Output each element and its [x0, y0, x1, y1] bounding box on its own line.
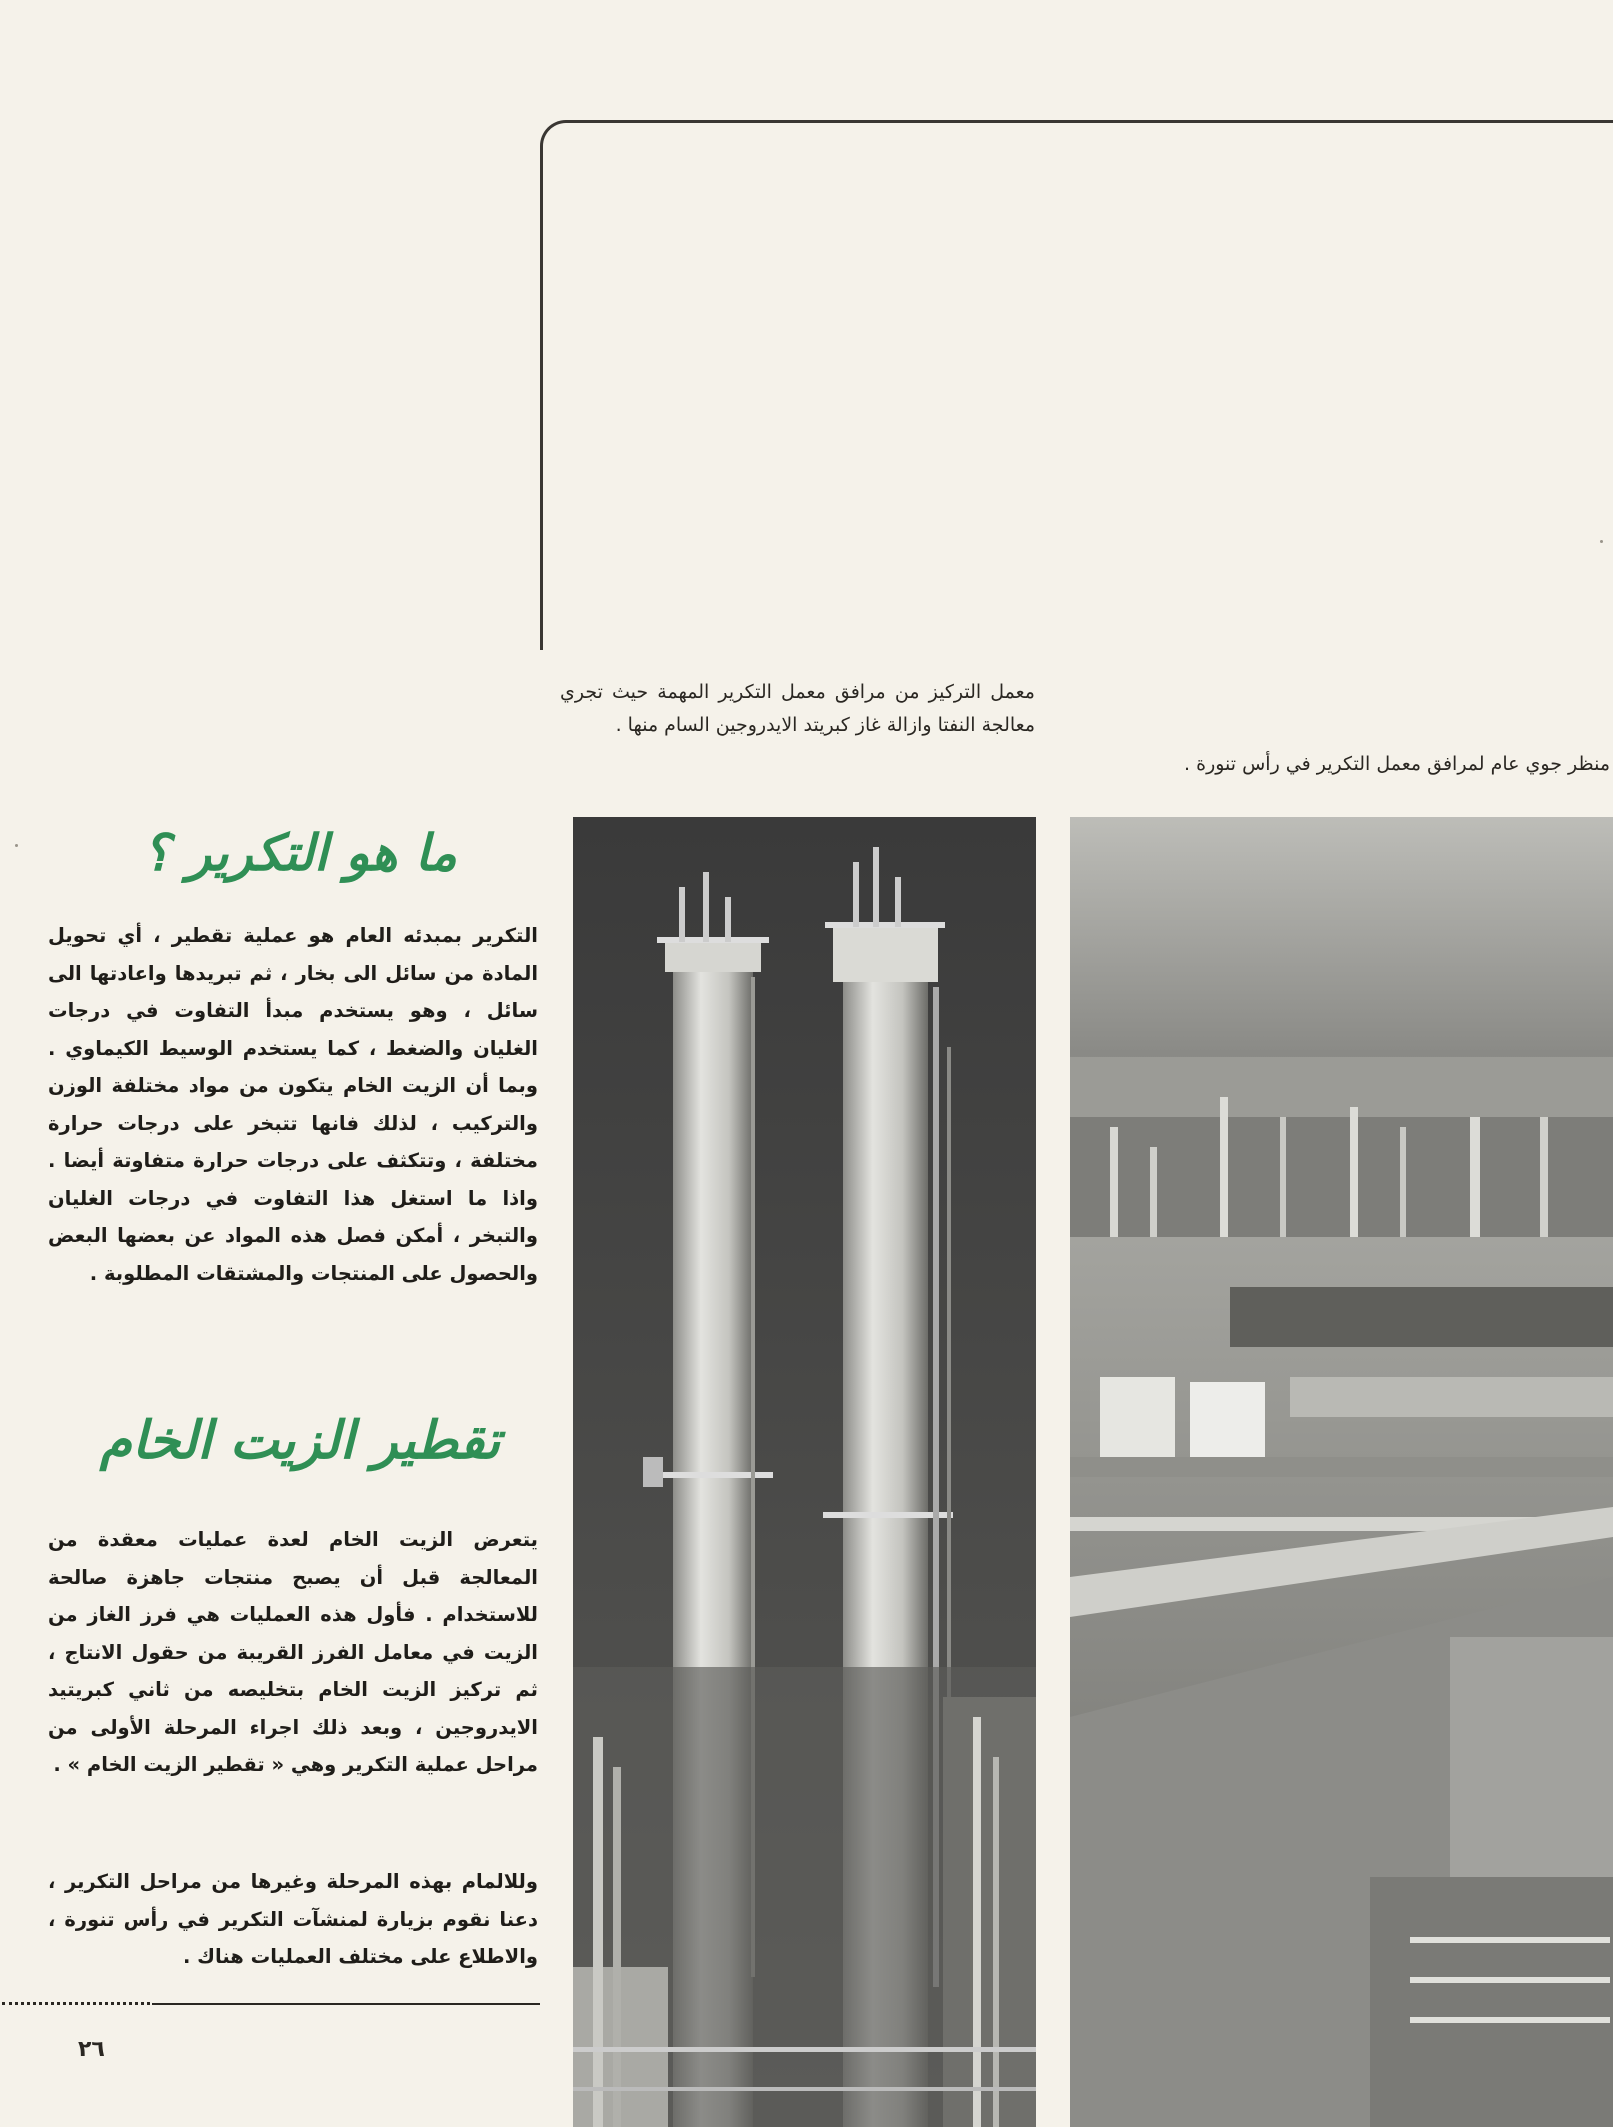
distillation-towers-photo	[573, 817, 1036, 2127]
caption-aerial-view: منظر جوي عام لمرافق معمل التكرير في رأس تنورة .	[1184, 753, 1610, 775]
print-speck	[15, 844, 18, 847]
section-paragraph: التكرير بمبدئه العام هو عملية تقطير ، أي تحويل المادة من سائل الى بخار ، ثم تبريدها واعادتها الى سائل ، وهو يستخدم مبدأ التفاوت في درجات الغليان والضغط ، كما يستخدم الوسيط الكيماوي . وبما أن الزيت الخام يتكون من مواد مختلفة الوزن والتركيب ، لذلك فانها تتبخر على درجات حرارة مختلفة ، وتتكثف على درجات حرارة متفاوتة أيضا . واذا ما استغل هذا التفاوت في درجات الغليان والتبخر ، أمكن فصل هذه المواد عن بعضها البعض والحصول على المنتجات والمشتقات المطلوبة .	[48, 924, 538, 1285]
section-heading-crude-distillation: تقطير الزيت الخام	[99, 1410, 501, 1471]
section-paragraph: وللالمام بهذه المرحلة وغيرها من مراحل التكرير ، دعنا نقوم بزيارة لمنشآت التكرير في رأس تنورة ، والاطلاع على مختلف العمليات هناك .	[48, 1870, 538, 1968]
caption-concentration-plant: معمل التركيز من مرافق معمل التكرير المهمة حيث تجري معالجة النفتا وازالة غاز كبريتد الايدروجين السام منها .	[560, 681, 1035, 736]
print-speck	[1600, 540, 1603, 543]
aerial-refinery-photo	[1070, 817, 1613, 2127]
section-heading-what-is-refining: ما هو التكرير ؟	[143, 823, 457, 882]
footer-rule	[2, 2002, 542, 2006]
page-number: ٢٦	[78, 2037, 105, 2062]
blank-photo-frame	[540, 120, 1613, 650]
section-paragraph: يتعرض الزيت الخام لعدة عمليات معقدة من المعالجة قبل أن يصبح منتجات جاهزة صالحة للاستخدام . فأول هذه العمليات هي فرز الغاز من الزيت في معامل الفرز القريبة من حقول الانتاج ، ثم تركيز الزيت الخام بتخليصه من ثاني كبريتيد الايدروجين ، وبعد ذلك اجراء المرحلة الأولى من مراحل عملية التكرير وهي « تقطير الزيت الخام » .	[48, 1528, 538, 1776]
